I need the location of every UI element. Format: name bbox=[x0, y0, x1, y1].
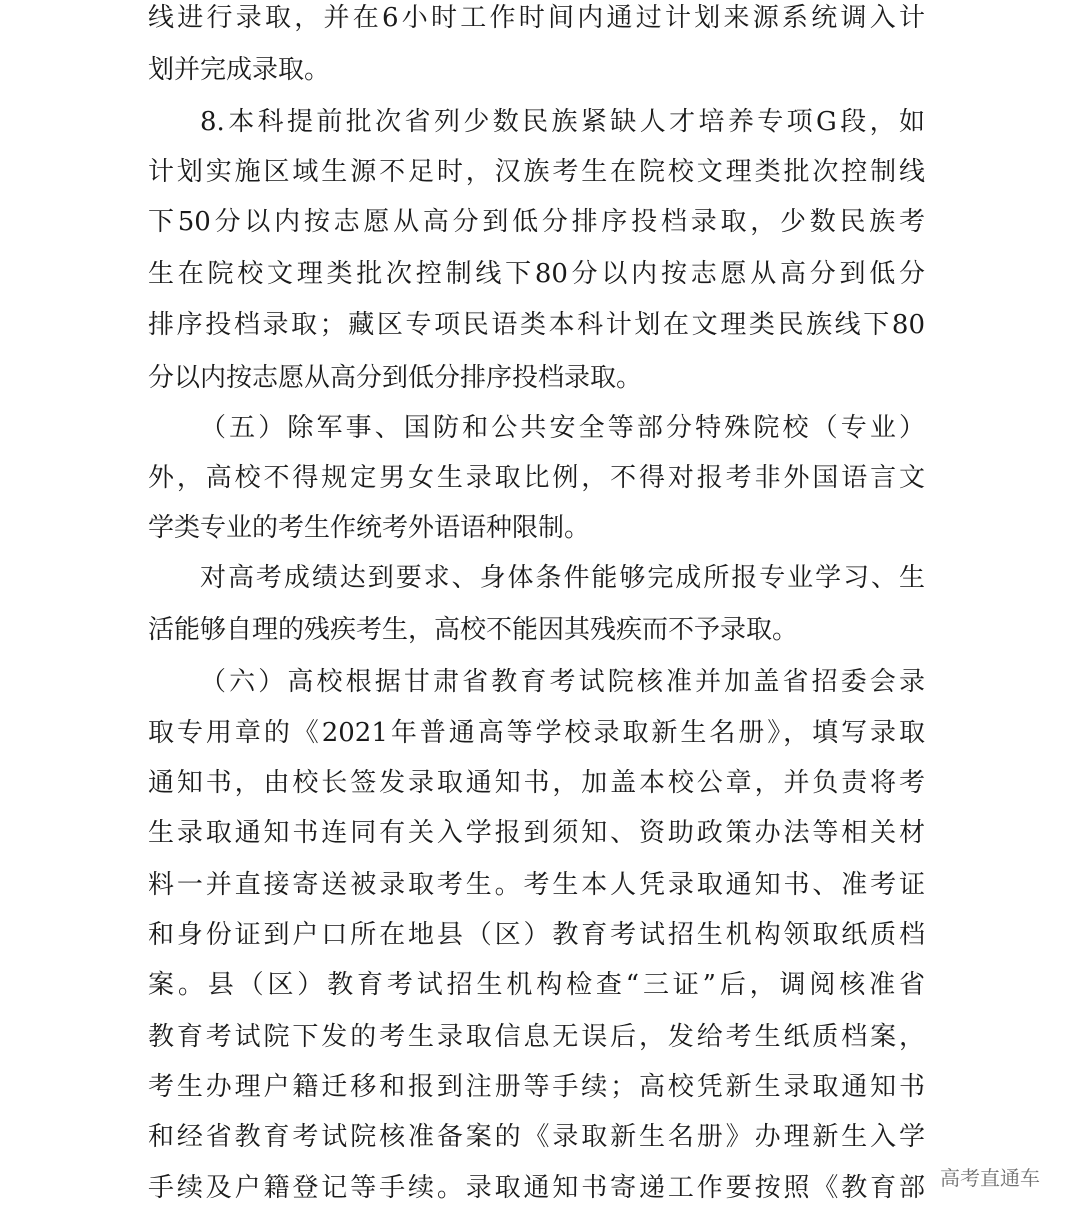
text-line: 教育考试院下发的考生录取信息无误后，发给考生纸质档案， bbox=[148, 1022, 925, 1052]
text-line: 和经省教育考试院核准备案的《录取新生名册》办理新生入学 bbox=[148, 1122, 925, 1152]
text-line: （六）高校根据甘肃省教育考试院核准并加盖省招委会录 bbox=[200, 667, 925, 697]
text-line: 对高考成绩达到要求、身体条件能够完成所报专业学习、生 bbox=[200, 563, 925, 593]
text-line: 8.本科提前批次省列少数民族紧缺人才培养专项G段，如 bbox=[200, 107, 925, 137]
text-line: 排序投档录取；藏区专项民语类本科计划在文理类民族线下80 bbox=[148, 310, 925, 340]
text-line: 和身份证到户口所在地县（区）教育考试招生机构领取纸质档 bbox=[148, 920, 925, 950]
text-line: 通知书，由校长签发录取通知书，加盖本校公章，并负责将考 bbox=[148, 768, 925, 798]
text-line: 下50分以内按志愿从高分到低分排序投档录取，少数民族考 bbox=[148, 207, 925, 237]
text-line: 案。县（区）教育考试招生机构检查“三证”后，调阅核准省 bbox=[148, 970, 925, 1000]
text-line: 计划实施区域生源不足时，汉族考生在院校文理类批次控制线 bbox=[148, 157, 925, 187]
text-line: （五）除军事、国防和公共安全等部分特殊院校（专业） bbox=[200, 413, 925, 443]
watermark: 高考直通车 bbox=[940, 1166, 1040, 1190]
text-line: 生录取通知书连同有关入学报到须知、资助政策办法等相关材 bbox=[148, 818, 925, 848]
text-line: 考生办理户籍迁移和报到注册等手续；高校凭新生录取通知书 bbox=[148, 1072, 925, 1102]
text-line: 学类专业的考生作统考外语语种限制。 bbox=[148, 513, 591, 543]
text-line: 手续及户籍登记等手续。录取通知书寄递工作要按照《教育部 bbox=[148, 1173, 925, 1203]
text-line: 生在院校文理类批次控制线下80分以内按志愿从高分到低分 bbox=[148, 259, 925, 289]
text-line: 取专用章的《2021年普通高等学校录取新生名册》，填写录取 bbox=[148, 718, 925, 748]
text-line: 分以内按志愿从高分到低分排序投档录取。 bbox=[148, 363, 643, 393]
text-line: 外，高校不得规定男女生录取比例，不得对报考非外国语言文 bbox=[148, 463, 925, 493]
text-line: 活能够自理的残疾考生，高校不能因其残疾而不予录取。 bbox=[148, 615, 799, 645]
text-line: 料一并直接寄送被录取考生。考生本人凭录取通知书、准考证 bbox=[148, 870, 925, 900]
text-line: 划并完成录取。 bbox=[148, 55, 331, 85]
text-line: 线进行录取，并在6小时工作时间内通过计划来源系统调入计 bbox=[148, 3, 925, 33]
